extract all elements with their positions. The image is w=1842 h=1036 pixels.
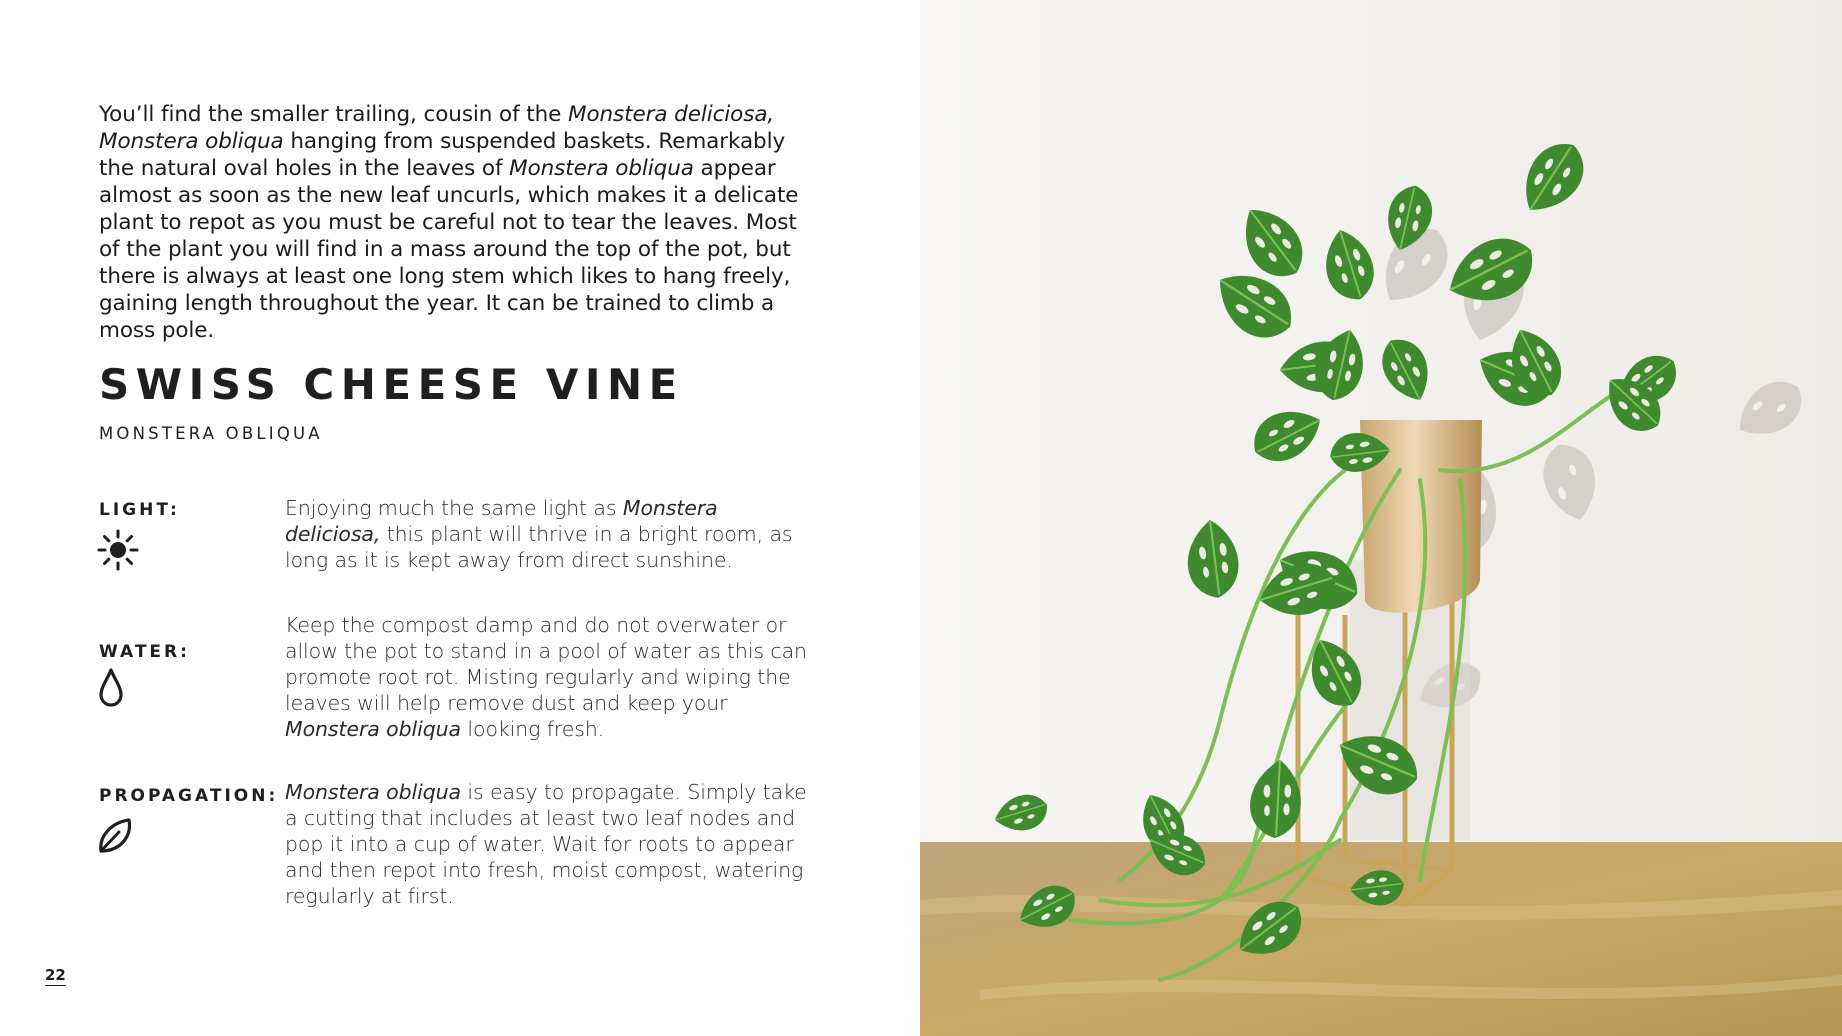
- propagation-label: PROPAGATION:: [99, 786, 279, 806]
- left-page: [0, 0, 920, 1036]
- intro-italic: Monstera deliciosa,: [568, 102, 775, 127]
- page-number: 22: [45, 966, 66, 984]
- leaf-icon: [96, 815, 136, 857]
- propagation-text: is easy to propagate. Simply take a cutting that includes at least two leaf nodes and pop it into a cup of water. Wait for roots to appear and then repot into fresh, moist compost, watering regularly at first.: [285, 780, 807, 908]
- intro-text: hanging from suspended baskets. Remarkably the natural oval holes in the leaves of: [99, 129, 786, 181]
- intro-text: appear almost as soon as the new leaf uncurls, which makes it a delicate plant to repot as you must be careful not to tear the leaves. Most of the plant you will find in a mass around the top of the pot, but there is always at least one long stem which likes to hang freely, gaining length throughout the year. It can be trained to climb a moss pole.: [99, 156, 799, 343]
- intro-italic: Monstera obliqua: [99, 129, 284, 154]
- light-text: this plant will thrive in a bright room, as long as it is kept away from direct sunshine.: [285, 522, 793, 572]
- intro-paragraph: [99, 101, 811, 344]
- light-label: LIGHT:: [99, 500, 180, 520]
- propagation-description: [285, 779, 815, 909]
- water-label: WATER:: [99, 642, 190, 662]
- intro-italic: Monstera obliqua: [509, 156, 694, 181]
- plant-latin-name: MONSTERA OBLIQUA: [99, 424, 323, 443]
- sun-icon: [96, 527, 142, 573]
- light-text: Enjoying much the same light as: [285, 496, 623, 520]
- water-italic: Monstera obliqua: [285, 717, 461, 741]
- plant-photo: [920, 0, 1842, 1036]
- light-description: [285, 495, 815, 573]
- propagation-italic: Monstera obliqua: [285, 780, 461, 804]
- water-description: [285, 612, 815, 742]
- light-italic: Monstera deliciosa,: [285, 496, 718, 546]
- intro-text: You’ll find the smaller trailing, cousin of the: [99, 102, 569, 127]
- plant-common-name: SWISS CHEESE VINE: [99, 360, 684, 409]
- water-drop-icon: [96, 667, 126, 709]
- plant-photo-page: [920, 0, 1842, 1036]
- water-text: Keep the compost damp and do not overwater or allow the pot to stand in a pool of water as this can promote root rot. Misting regularly and wiping the leaves will help remove dust and keep your: [285, 613, 807, 715]
- water-text: looking fresh.: [460, 717, 605, 741]
